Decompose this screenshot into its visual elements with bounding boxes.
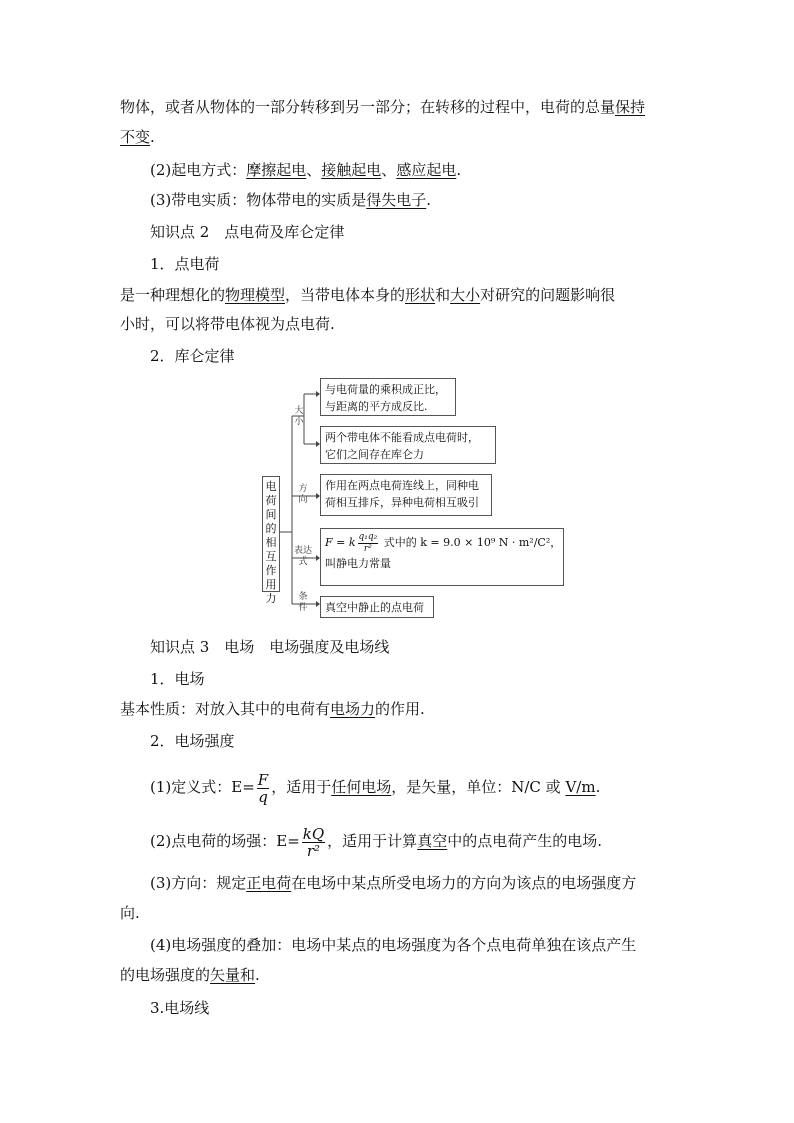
para-direction-line2: 向. [120,904,140,922]
answer-underlined: 正电荷 [246,874,292,892]
formula-lhs: F = k [325,536,356,549]
box-direction [320,474,492,516]
answer-underlined: 不变 [120,128,151,146]
subheading-coulomb-law: 2．库仑定律 [150,347,235,365]
text: 与距离的平方成反比. [325,400,428,413]
label-size: 大小 [294,406,304,427]
text: 中的点电荷产生的电场. [447,832,602,850]
text: ，适用于计算 [327,832,418,850]
text: 的作用. [375,700,425,718]
para-charging-essence [150,190,431,210]
text: (2)点电荷的场强：E= [150,832,300,850]
denominator: r² [363,543,372,554]
text: 、 [381,161,397,179]
text: 作用在两点电荷连线上，同种电 [325,479,479,492]
answer-underlined: 矢量和 [210,966,256,984]
answer-underlined: 感应起电 [396,161,457,179]
para-charge-conservation-line2 [120,127,155,147]
answer-underlined: 物理模型 [225,286,286,304]
text: 两个带电体不能看成点电荷时， [325,431,479,444]
label-direction: 方向 [298,484,308,505]
text: . [150,128,155,146]
text: 基本性质：对放入其中的电荷有 [120,700,331,718]
text: ，适用于 [271,778,332,796]
denominator: r² [306,841,321,860]
root-box: 电荷间的相互作用力 [262,476,280,592]
text: 、 [306,161,322,179]
fraction-F-over-q [257,772,269,805]
fraction-kQ-over-r2 [302,826,325,859]
box-size-proportional [320,378,456,416]
fraction [358,532,379,555]
label-condition: 条件 [298,592,308,613]
text: 的电场强度的 [120,966,211,984]
text: 对研究的问题影响很 [480,286,616,304]
answer-underlined: V/m [565,778,596,796]
box-non-point-charge [320,426,496,464]
para-charging-methods [150,160,461,180]
text: . [255,966,260,984]
box-condition: 真空中静止的点电荷 [320,596,434,618]
section-heading-k2: 知识点 2 点电荷及库仑定律 [150,223,345,241]
answer-underlined: 接触起电 [321,161,382,179]
answer-underlined: 得失电子 [366,191,427,209]
para-definition-formula [150,768,600,806]
numerator: q₁q₂ [358,531,378,542]
text: 式中的 k = 9.0 × 10⁹ N · m²/C²， [383,536,562,549]
text: ，是矢量，单位：N/C 或 [391,778,566,796]
answer-underlined: 真空 [417,832,448,850]
para-superposition-line1: (4)电场强度的叠加：电场中某点的电场强度为各个点电荷单独在该点产生 [150,936,637,954]
answer-underlined: 电场力 [330,700,376,718]
answer-underlined: 任何电场 [331,778,392,796]
box-expression [320,528,564,586]
text: 是一种理想化的 [120,286,226,304]
subheading-field-lines: 3.电场线 [150,999,210,1017]
answer-underlined: 形状 [405,286,436,304]
text: (1)定义式：E= [150,778,255,796]
text: (3)带电实质：物体带电的实质是 [150,191,367,209]
subheading-field-strength: 2．电场强度 [150,732,235,750]
subheading-point-charge: 1．点电荷 [150,255,220,273]
text: 在电场中某点所受电场力的方向为该点的电场强度方 [291,874,637,892]
para-point-charge-field [150,822,602,860]
text: 叫静电力常量 [325,557,391,570]
para-point-charge-line2: 小时，可以将带电体视为点电荷. [120,315,335,333]
text: . [456,161,462,179]
answer-underlined: 摩擦起电 [246,161,307,179]
text: 和 [435,286,451,304]
text: 与电荷量的乘积成正比， [325,383,446,396]
text: (3)方向：规定 [150,874,247,892]
label-expression: 表达式 [293,546,312,567]
coulomb-law-concept-map [258,378,568,623]
answer-underlined: 保持 [615,98,646,116]
formula-line [325,531,562,555]
para-superposition-line2 [120,965,260,985]
para-field-property [120,699,425,719]
subheading-electric-field: 1．电场 [150,670,205,688]
text: ，当带电体本身的 [285,286,406,304]
text: . [595,778,601,796]
numerator: kQ [302,824,325,843]
para-point-charge-line1 [120,285,615,305]
text: . [426,191,432,209]
para-charge-conservation-line1 [120,97,645,117]
text: 它们之间存在库仑力 [325,448,424,461]
para-direction-line1 [150,873,636,893]
denominator: q [258,787,268,806]
answer-underlined: 大小 [450,286,481,304]
numerator: F [257,770,269,789]
section-heading-k3: 知识点 3 电场 电场强度及电场线 [150,638,390,656]
text: (2)起电方式： [150,161,247,179]
text: 荷相互排斥，异种电荷相互吸引 [325,496,479,509]
text: 物体，或者从物体的一部分转移到另一部分；在转移的过程中，电荷的总量 [120,98,616,116]
